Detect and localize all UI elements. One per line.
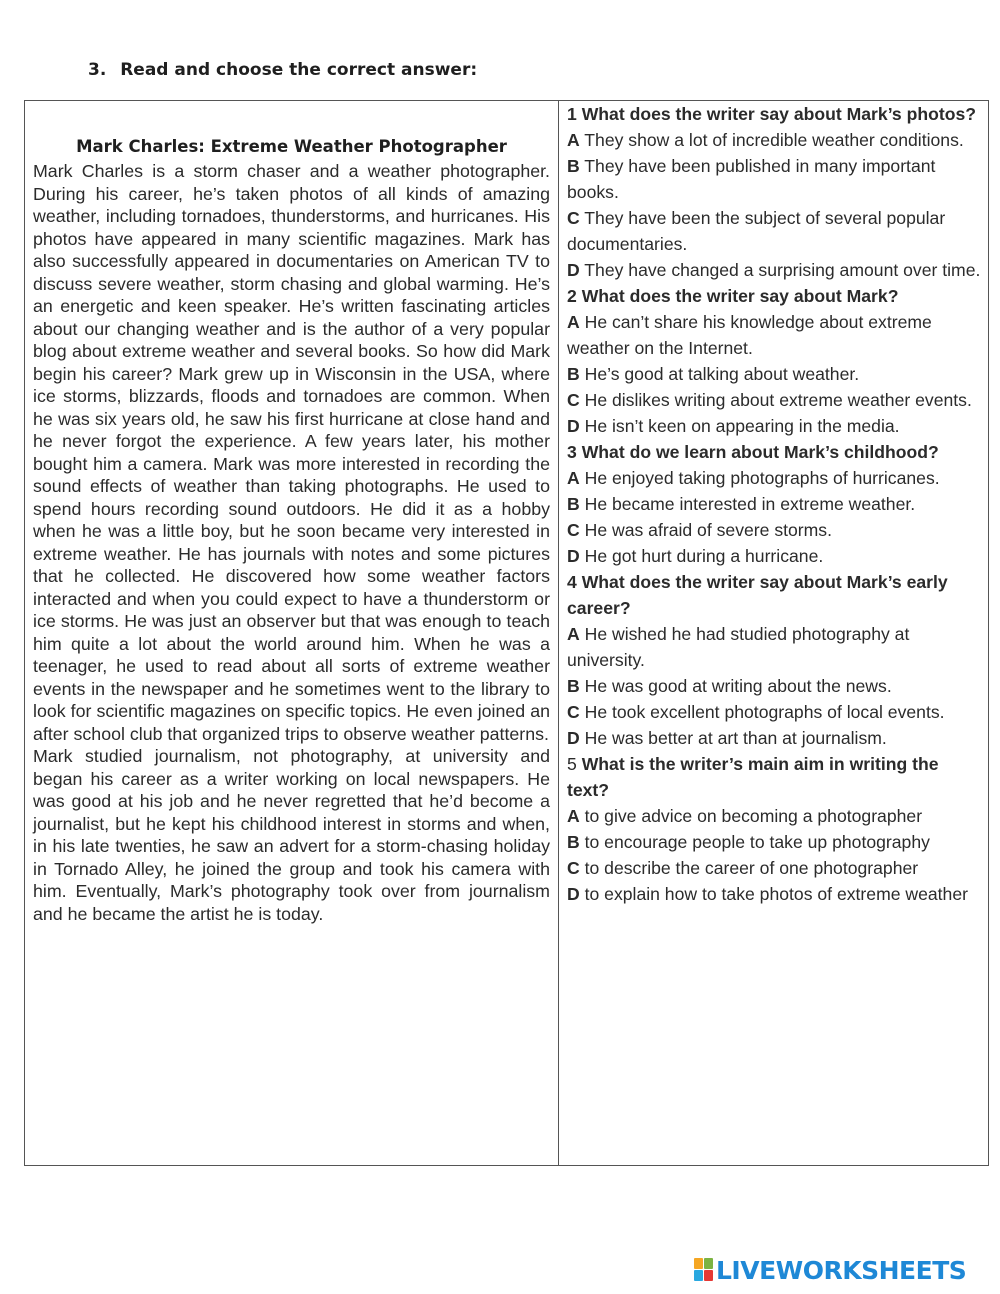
answer-option[interactable]: A They show a lot of incredible weather conditions. (567, 130, 964, 150)
answer-option[interactable]: D He got hurt during a hurricane. (567, 546, 824, 566)
answer-option[interactable]: A to give advice on becoming a photographer (567, 806, 923, 826)
question-4 (567, 569, 982, 751)
question-stem: 4 What does the writer say about Mark’s early (567, 572, 948, 592)
answer-option[interactable]: A He enjoyed taking photographs of hurricanes. (567, 468, 940, 488)
answer-option[interactable]: B to encourage people to take up photography (567, 832, 930, 852)
question-stem: 5 What is the writer’s main aim in writing the (567, 754, 939, 774)
answer-option[interactable]: C He dislikes writing about extreme weather events. (567, 390, 972, 410)
question-5 (567, 751, 982, 907)
answer-option[interactable]: D to explain how to take photos of extreme weather (567, 884, 968, 904)
question-stem-continued: career? (567, 598, 631, 618)
exercise-number: 3. (88, 60, 107, 80)
answer-option[interactable]: B He became interested in extreme weather. (567, 494, 916, 514)
answer-option[interactable]: C They have been the subject of several popular documentaries. (567, 208, 946, 254)
passage-paragraph: Mark Charles is a storm chaser and a weather photographer. During his career, he’s taken photos of all kinds of amazing weather, including tornadoes, thunderstorms, and hurricanes. His photos have appeared in many scientific magazines. Mark has also successfully appeared in documentaries on American TV to discuss severe weather, storm chasing and global warming. He’s an energetic and keen speaker. He’s written fascinating articles about our changing weather and is the author of a very popular blog about extreme weather and several books. So how did Mark begin his career? Mark grew up in Wisconsin in the USA, where ice storms, blizzards, floods and tornadoes are common. When he was six years old, he saw his first hurricane at close hand and he never forgot the experience. A few years later, his mother bought him a camera. Mark was more interested in recording the sound effects of weather than taking photographs. He used to spend hours recording sound outdoors. He did it as a hobby when he was a little boy, but he soon became very interested in extreme weather. He has journals with notes and some pictures that he collected. He discovered how some weather factors interacted and when you could expect to have a thunderstorm or ice storms. He was just an observer but that was enough to teach him quite a lot about the world around him. When he was a teenager, he used to read about all sorts of extreme weather events in the newspaper and he sometimes went to the library to look for scientific magazines on specific topics. He even joined an after school club that organized trips to observe weather patterns. (33, 161, 550, 744)
answer-option[interactable]: C to describe the career of one photographer (567, 858, 919, 878)
questions-cell (559, 101, 989, 1166)
question-3 (567, 439, 982, 569)
liveworksheets-logo[interactable] (694, 1256, 966, 1284)
answer-option[interactable]: C He took excellent photographs of local events. (567, 702, 945, 722)
question-stem: 3 What do we learn about Mark’s childhood? (567, 442, 939, 462)
answer-option[interactable]: A He can’t share his knowledge about extreme weather on the Internet. (567, 312, 932, 358)
exercise-instruction (88, 60, 477, 80)
answer-option[interactable]: D They have changed a surprising amount over time. (567, 260, 981, 280)
answer-option[interactable]: B They have been published in many important books. (567, 156, 936, 202)
answer-option[interactable]: B He’s good at talking about weather. (567, 364, 860, 384)
passage-paragraph: Mark studied journalism, not photography, at university and began his career as a writer working on local newspapers. He was good at his job and he never regretted that he’d become a journalist, but he kept his childhood interest in storms and when, in his late twenties, he saw an advert for a storm-chasing holiday in Tornado Alley, he joined the group and took his camera with him. Eventually, Mark’s photography took over from journalism and he became the artist he is today. (33, 746, 550, 924)
question-stem: 2 What does the writer say about Mark? (567, 286, 899, 306)
answer-option[interactable]: C He was afraid of severe storms. (567, 520, 832, 540)
answer-option[interactable]: D He isn’t keen on appearing in the media. (567, 416, 900, 436)
answer-option[interactable]: B He was good at writing about the news. (567, 676, 892, 696)
answer-option[interactable]: A He wished he had studied photography at university. (567, 624, 910, 670)
exercise-table (24, 100, 989, 1166)
passage-body (25, 160, 558, 925)
logo-text: LIVEWORKSHEETS (716, 1255, 967, 1285)
question-1 (567, 101, 982, 283)
exercise-instruction-text: Read and choose the correct answer: (120, 60, 478, 80)
question-2 (567, 283, 982, 439)
answer-option[interactable]: D He was better at art than at journalism. (567, 728, 887, 748)
liveworksheets-logo-icon (694, 1258, 714, 1282)
question-stem: 1 What does the writer say about Mark’s photos? (567, 104, 976, 124)
question-stem-continued: text? (567, 780, 610, 800)
passage-title: Mark Charles: Extreme Weather Photographer (76, 137, 507, 156)
question-list (559, 101, 988, 907)
passage-cell (25, 101, 559, 1166)
